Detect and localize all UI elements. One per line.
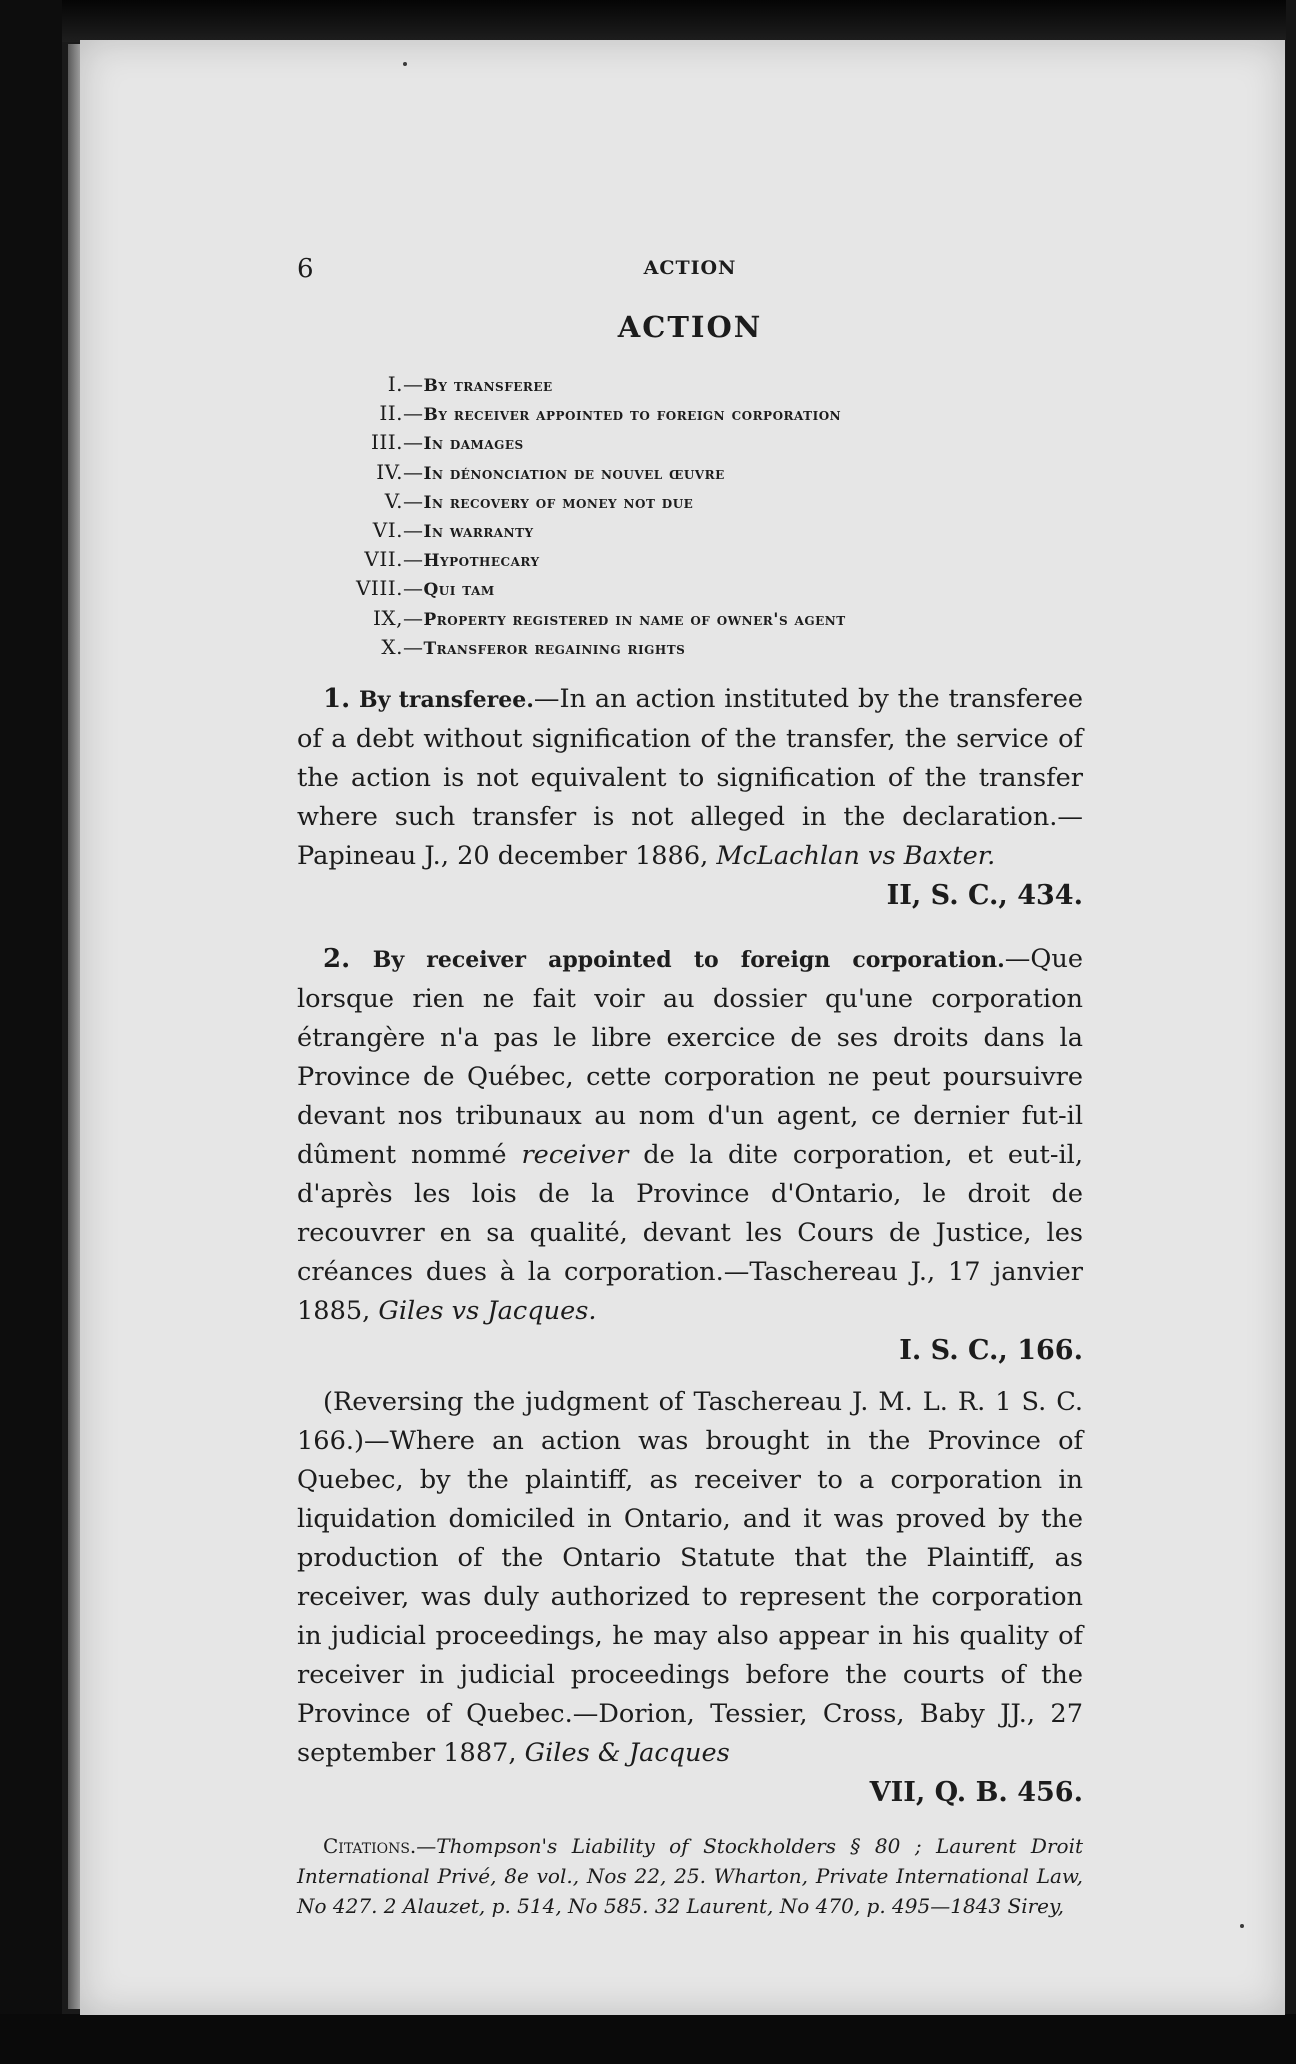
section-reference: I. S. C., 166. bbox=[899, 1334, 1083, 1366]
toc-item bbox=[297, 574, 1083, 603]
toc-label: Transferor regaining rights bbox=[423, 638, 686, 659]
section-2 bbox=[297, 940, 1083, 1331]
toc-number: VI. bbox=[372, 517, 403, 542]
toc-number: X. bbox=[381, 634, 403, 659]
toc-number: II. bbox=[379, 401, 403, 426]
toc-label: In dénonciation de nouvel œuvre bbox=[423, 463, 725, 484]
page-number: 6 bbox=[297, 254, 314, 284]
running-title: ACTION bbox=[643, 257, 737, 279]
toc-dash: — bbox=[403, 547, 424, 572]
toc-label: In recovery of money not due bbox=[423, 492, 694, 513]
speck bbox=[403, 62, 407, 66]
toc-item bbox=[297, 516, 1083, 545]
section-title: By transferee. bbox=[359, 686, 534, 713]
section-number: 2. bbox=[323, 943, 351, 974]
reversing-text: (Reversing the judgment of Taschereau J. M. L. R. 1 S. C. 166.)—Where an action was brought in the Province of Quebec, by the plaintiff, as receiver to a corporation in liquidation domiciled in Ontario, and it was proved by the production of the Ontario Statute that the Plaintiff, as receiver, was duly authorized to represent the corporation in judicial proceedings, he may also appear in his quality of receiver in judicial proceedings before the courts of the Province of Quebec.—Dorion, Tessier, Cross, Baby JJ., 27 september 1887, bbox=[297, 1386, 1083, 1768]
toc-item bbox=[297, 633, 1083, 662]
toc-label: In warranty bbox=[423, 521, 534, 542]
toc-label: In damages bbox=[423, 434, 524, 455]
scan-border-right bbox=[1286, 0, 1296, 2064]
running-head bbox=[297, 240, 1083, 284]
toc-dash: — bbox=[403, 459, 424, 484]
case-name: Giles vs Jacques. bbox=[378, 1295, 597, 1326]
toc-label: By transferee bbox=[423, 376, 553, 396]
italic-term: receiver bbox=[521, 1139, 629, 1170]
toc-label: Qui tam bbox=[423, 580, 495, 601]
reversing-paragraph bbox=[297, 1383, 1083, 1773]
reversing-reference: VII, Q. B. 456. bbox=[869, 1776, 1083, 1808]
toc-label: Hypothecary bbox=[423, 551, 540, 572]
toc-item bbox=[297, 487, 1083, 516]
toc-dash: — bbox=[403, 517, 424, 542]
speck bbox=[1240, 1924, 1244, 1928]
section-text: de la dite corporation, et eut-il, d'après les lois de la Province d'Ontario, le droit de recouvrer en sa qualité, devant les Cours de Justice, les créances dues à la corporation.—Taschereau J., 17 janvier 1885, bbox=[297, 1139, 1083, 1326]
toc-item bbox=[297, 458, 1083, 487]
toc-item bbox=[297, 545, 1083, 574]
toc-item bbox=[297, 604, 1083, 633]
toc-number: VII. bbox=[364, 547, 403, 572]
scan-border-bottom bbox=[0, 2014, 1296, 2064]
toc-dash: — bbox=[403, 488, 424, 513]
toc-dash: — bbox=[403, 634, 424, 659]
section-reference: II, S. C., 434. bbox=[886, 879, 1083, 911]
toc-dash: — bbox=[403, 576, 424, 601]
toc-dash: — bbox=[403, 372, 424, 396]
toc-label: Property registered in name of owner's agent bbox=[423, 609, 846, 630]
toc-dash: — bbox=[403, 430, 424, 455]
toc-number: III. bbox=[370, 430, 403, 455]
toc-number: IX, bbox=[373, 605, 403, 630]
toc-item bbox=[297, 428, 1083, 457]
toc-number: IV. bbox=[376, 459, 403, 484]
section-text: —Que lorsque rien ne fait voir au dossier qu'une corporation étrangère n'a pas le libre exercice de ses droits dans la Province de Québec, cette corporation ne peut poursuivre devant nos tribunaux au nom d'un agent, ce dernier fut-il dûment nommé bbox=[297, 943, 1083, 1170]
citations-label: Citations. bbox=[323, 1833, 417, 1858]
citations-text: —Thompson's Liability of Stockholders § 80 ; Laurent Droit International Privé, 8e vol., Nos 22, 25. Wharton, Private International Law, No 427. 2 Alauzet, p. 514, No 585. 32 Laurent, No 470, p. 495—1843 Sirey, bbox=[297, 1833, 1083, 1918]
toc-item bbox=[297, 399, 1083, 428]
case-name: Giles & Jacques bbox=[524, 1737, 730, 1768]
section-number: 1. bbox=[323, 683, 351, 714]
table-of-contents bbox=[297, 370, 1083, 662]
section-title: By receiver appointed to foreign corporation. bbox=[372, 946, 1005, 973]
toc-number: V. bbox=[384, 488, 403, 513]
toc-number: I. bbox=[387, 372, 403, 396]
scan-border-left bbox=[0, 0, 62, 2064]
page-heading: ACTION bbox=[617, 310, 763, 344]
page-content bbox=[297, 240, 1083, 1941]
case-name: McLachlan vs Baxter. bbox=[716, 840, 996, 871]
toc-dash: — bbox=[403, 605, 424, 630]
toc-item bbox=[297, 370, 1083, 399]
section-text: —In an action instituted by the transferee of a debt without signification of the transfer, the service of the action is not equivalent to signification of the transfer where such transfer is not alleged in the declaration.—Papineau J., 20 december 1886, bbox=[297, 683, 1083, 871]
scan-border-top bbox=[0, 0, 1296, 42]
citations bbox=[297, 1831, 1083, 1921]
section-1 bbox=[297, 680, 1083, 876]
toc-label: By receiver appointed to foreign corporation bbox=[423, 405, 842, 426]
toc-number: VIII. bbox=[355, 576, 403, 601]
page-edge bbox=[68, 44, 80, 2009]
toc-dash: — bbox=[403, 401, 424, 426]
